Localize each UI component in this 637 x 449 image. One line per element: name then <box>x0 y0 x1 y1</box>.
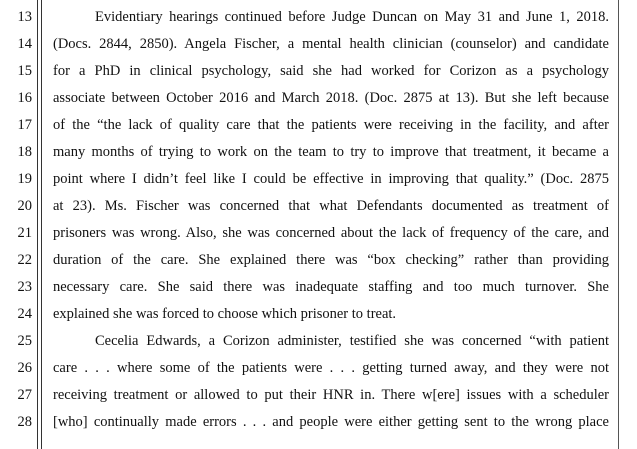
text-line: duration of the care. She explained there was “box checking” rather than providing <box>53 252 609 268</box>
margin-rule-left-inner <box>41 0 42 449</box>
line-number: 21 <box>17 225 32 241</box>
text-line: receiving treatment or allowed to put their HNR in. There w[ere] issues with a scheduler <box>53 387 609 403</box>
text-line: of the “the lack of quality care that the patients were receiving in the facility, and after <box>53 117 609 133</box>
line-number: 23 <box>17 279 32 295</box>
line-number: 26 <box>17 360 32 376</box>
line-number: 14 <box>17 36 32 52</box>
text-line: prisoners was wrong. Also, she was concerned about the lack of frequency of the care, and <box>53 225 609 241</box>
line-number: 20 <box>17 198 32 214</box>
line-number: 19 <box>17 171 32 187</box>
line-number: 17 <box>17 117 32 133</box>
text-line: associate between October 2016 and March 2018. (Doc. 2875 at 13). But she left because <box>53 90 609 106</box>
paragraph <box>53 331 609 439</box>
text-line: (Docs. 2844, 2850). Angela Fischer, a mental health clinician (counselor) and candidate <box>53 36 609 52</box>
text-line: many months of trying to work on the team to try to improve that treatment, it became a <box>53 144 609 160</box>
text-line: necessary care. She said there was inadequate staffing and too much turnover. She <box>53 279 609 295</box>
line-number: 15 <box>17 63 32 79</box>
text-line: Evidentiary hearings continued before Judge Duncan on May 31 and June 1, 2018. <box>95 9 609 25</box>
text-line: explained she was forced to choose which prisoner to treat. <box>53 306 397 322</box>
margin-rule-left-outer <box>37 0 38 449</box>
text-line: care . . . where some of the patients were . . . getting turned away, and they were not <box>53 360 609 376</box>
document-body <box>53 7 609 439</box>
text-line: for a PhD in clinical psychology, said she had worked for Corizon as a psychology <box>53 63 609 79</box>
line-number: 25 <box>17 333 32 349</box>
paragraph <box>53 7 609 331</box>
line-number: 27 <box>17 387 32 403</box>
text-line: [who] continually made errors . . . and people were either getting sent to the wrong place <box>53 414 609 430</box>
text-line: Cecelia Edwards, a Corizon administer, testified she was concerned “with patient <box>95 333 609 349</box>
line-number: 18 <box>17 144 32 160</box>
line-number: 24 <box>17 306 32 322</box>
line-number: 16 <box>17 90 32 106</box>
line-number: 22 <box>17 252 32 268</box>
line-number: 28 <box>17 414 32 430</box>
line-number: 13 <box>17 9 32 25</box>
text-line: at 23). Ms. Fischer was concerned that what Defendants documented as treatment of <box>53 198 609 214</box>
text-line: point where I didn’t feel like I could be effective in improving that quality.” (Doc. 2875 <box>53 171 609 187</box>
margin-rule-right <box>618 0 619 449</box>
line-number-column <box>0 7 32 439</box>
